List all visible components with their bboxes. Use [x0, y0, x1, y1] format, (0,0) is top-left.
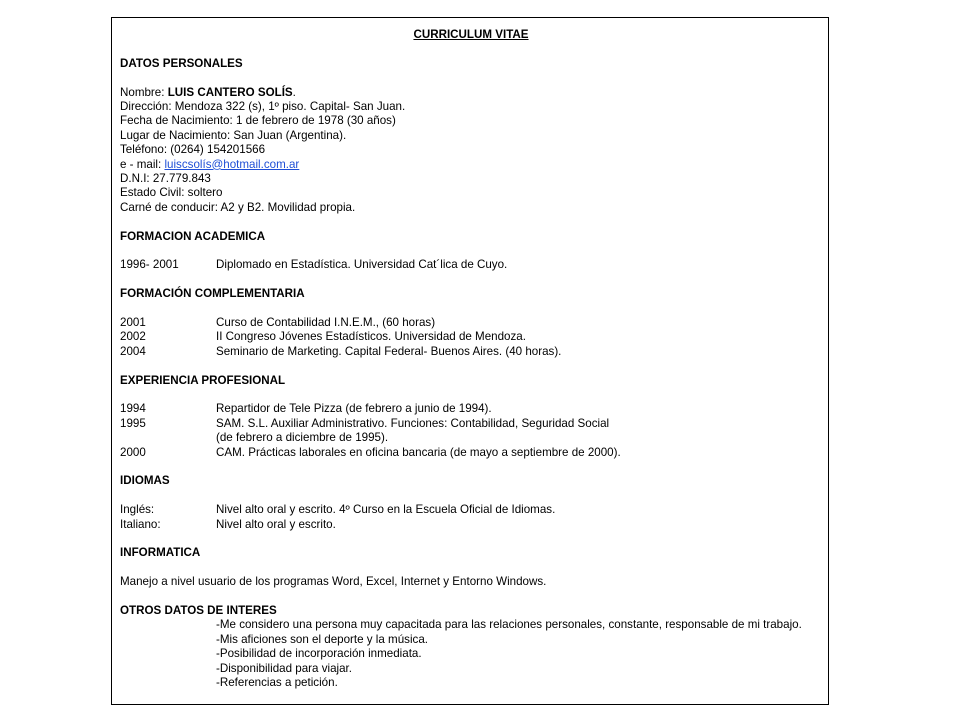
experience-desc: CAM. Prácticas laborales en oficina bancaria (de mayo a septiembre de 2000). — [216, 445, 621, 459]
complementary-year: 2001 — [120, 316, 146, 330]
heading-academic: FORMACION ACADEMICA — [120, 229, 266, 243]
language-row — [120, 503, 822, 517]
cv-content — [120, 28, 822, 690]
academic-desc: Diplomado en Estadística. Universidad Cat´lica de Cuyo. — [216, 258, 508, 272]
civil-status-line: Estado Civil: soltero — [120, 186, 223, 200]
name-line — [120, 86, 822, 100]
experience-desc-continued: (de febrero a diciembre de 1995). — [216, 431, 389, 445]
experience-year: 1995 — [120, 416, 146, 430]
language-level: Nivel alto oral y escrito. 4º Curso en la Escuela Oficial de Idiomas. — [216, 503, 556, 517]
language-row — [120, 518, 822, 532]
heading-experience: EXPERIENCIA PROFESIONAL — [120, 373, 286, 387]
heading-languages: IDIOMAS — [120, 474, 170, 488]
experience-year: 2000 — [120, 445, 146, 459]
experience-row — [120, 446, 822, 460]
email-label: e - mail: — [120, 157, 165, 171]
complementary-desc: Curso de Contabilidad I.N.E.M., (60 horas) — [216, 316, 436, 330]
heading-personal: DATOS PERSONALES — [120, 56, 243, 70]
complementary-desc: II Congreso Jóvenes Estadísticos. Universidad de Mendoza. — [216, 330, 526, 344]
name-end: . — [292, 85, 296, 99]
phone-line: Teléfono: (0264) 154201566 — [120, 143, 266, 157]
experience-desc: Repartidor de Tele Pizza (de febrero a junio de 1994). — [216, 402, 492, 416]
birthplace-line: Lugar de Nacimiento: San Juan (Argentina). — [120, 128, 347, 142]
email-line — [120, 158, 822, 172]
experience-desc: SAM. S.L. Auxiliar Administrativo. Funciones: Contabilidad, Seguridad Social — [216, 416, 610, 430]
heading-complementary: FORMACIÓN COMPLEMENTARIA — [120, 287, 305, 301]
heading-other: OTROS DATOS DE INTERES — [120, 604, 277, 618]
other-item: -Referencias a petición. — [216, 676, 338, 690]
heading-it: INFORMATICA — [120, 546, 201, 560]
language-name: Inglés: — [120, 503, 155, 517]
academic-year: 1996- 2001 — [120, 258, 179, 272]
it-text: Manejo a nivel usuario de los programas Word, Excel, Internet y Entorno Windows. — [120, 575, 547, 589]
other-item: -Posibilidad de incorporación inmediata. — [216, 647, 422, 661]
experience-year: 1994 — [120, 402, 146, 416]
other-item: -Disponibilidad para viajar. — [216, 661, 352, 675]
language-name: Italiano: — [120, 517, 161, 531]
email-link[interactable]: luiscsolís@hotmail.com.ar — [164, 157, 300, 171]
birthdate-line: Fecha de Nacimiento: 1 de febrero de 1978 (30 años) — [120, 114, 396, 128]
name-value: LUIS CANTERO SOLÍS — [167, 85, 293, 99]
academic-row — [120, 258, 822, 272]
complementary-row — [120, 330, 822, 344]
address-line: Dirección: Mendoza 322 (s), 1º piso. Capital- San Juan. — [120, 100, 406, 113]
experience-row — [120, 417, 822, 431]
complementary-row — [120, 345, 822, 359]
experience-row — [120, 402, 822, 416]
cv-title: CURRICULUM VITAE — [413, 28, 529, 41]
language-level: Nivel alto oral y escrito. — [216, 517, 336, 531]
complementary-row — [120, 316, 822, 330]
license-line: Carné de conducir: A2 y B2. Movilidad propia. — [120, 200, 356, 214]
complementary-desc: Seminario de Marketing. Capital Federal- Buenos Aires. (40 horas). — [216, 344, 562, 358]
dni-line: D.N.I: 27.779.843 — [120, 172, 211, 186]
name-label: Nombre: — [120, 85, 168, 99]
other-item: -Me considero una persona muy capacitada para las relaciones personales, constante, responsable de mi trabajo. — [216, 618, 802, 632]
other-item: -Mis aficiones son el deporte y la música. — [216, 632, 428, 646]
complementary-year: 2002 — [120, 330, 146, 344]
complementary-year: 2004 — [120, 344, 146, 358]
cv-page — [111, 17, 829, 705]
